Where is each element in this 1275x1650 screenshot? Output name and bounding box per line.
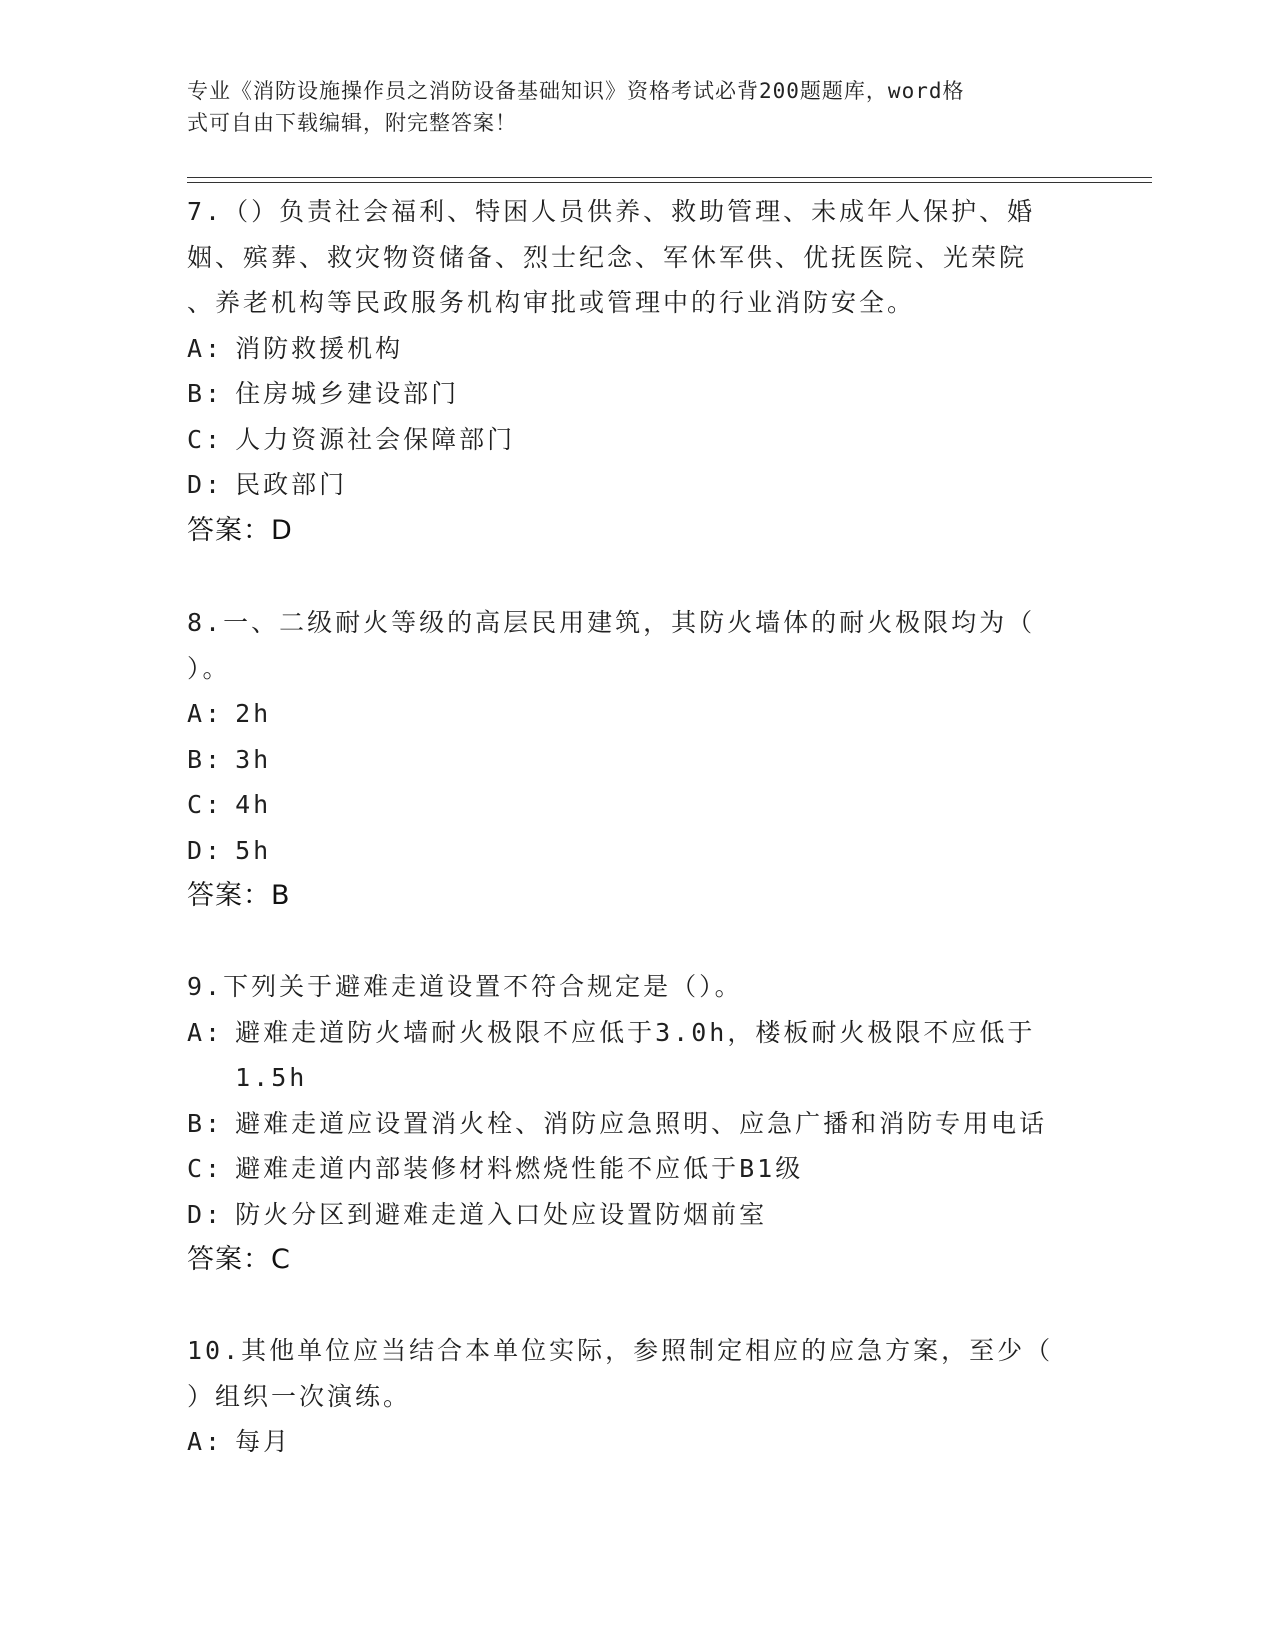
- question-line: ）。: [187, 653, 231, 683]
- question-line: 姻、殡葬、救灾物资储备、烈士纪念、军休军供、优抚医院、光荣院: [187, 242, 1028, 272]
- option-d: [187, 828, 1087, 874]
- question-block-8: [187, 600, 1087, 919]
- question-line: 8.一、二级耐火等级的高层民用建筑，其防火墙体的耐火极限均为（: [187, 608, 1036, 637]
- question-line: 、养老机构等民政服务机构审批或管理中的行业消防安全。: [187, 288, 916, 317]
- option-b: [187, 1101, 1087, 1147]
- option-letter: D:: [187, 835, 224, 865]
- option-text: 2h: [235, 699, 272, 728]
- option-d: [187, 462, 1087, 508]
- option-text: 民政部门: [235, 470, 348, 499]
- question-line: 7.（）负责社会福利、特困人员供养、救助管理、未成年人保护、婚: [187, 197, 1036, 226]
- option-text: 3h: [235, 744, 272, 774]
- header-line-2: 式可自由下载编辑，附完整答案！: [187, 111, 517, 135]
- header-divider-top: [187, 177, 1152, 178]
- document-header: [187, 75, 1067, 139]
- option-text: 4h: [235, 790, 272, 819]
- question-block-9: [187, 964, 1087, 1283]
- option-text: 防火分区到避难走道入口处应设置防烟前室: [235, 1199, 768, 1229]
- question-text: [187, 189, 1087, 326]
- option-letter: A:: [187, 1427, 224, 1456]
- option-b: [187, 371, 1087, 417]
- option-a: [187, 1010, 1087, 1101]
- option-letter: A:: [187, 699, 224, 728]
- option-a: [187, 691, 1087, 737]
- header-line-1: 专业《消防设施操作员之消防设备基础知识》资格考试必背200题题库，word格: [187, 79, 965, 103]
- option-letter: A:: [187, 333, 224, 363]
- question-text: [187, 600, 1087, 691]
- option-letter: B:: [187, 1108, 224, 1138]
- question-line: ）组织一次演练。: [187, 1381, 412, 1411]
- question-block-7: [187, 189, 1087, 553]
- option-letter: C:: [187, 790, 224, 819]
- option-text: 每月: [235, 1427, 292, 1456]
- option-text: 住房城乡建设部门: [235, 379, 460, 408]
- option-c: [187, 1146, 1087, 1192]
- option-a: [187, 326, 1087, 372]
- question-line: 9.下列关于避难走道设置不符合规定是（）。: [187, 972, 743, 1001]
- option-b: [187, 737, 1087, 783]
- question-text: [187, 1328, 1087, 1419]
- answer-label: 答案：C: [187, 1244, 291, 1275]
- option-letter: A:: [187, 1017, 224, 1047]
- answer-label: 答案：B: [187, 880, 291, 911]
- option-letter: D:: [187, 470, 224, 499]
- option-d: [187, 1192, 1087, 1238]
- option-text: 避难走道防火墙耐火极限不应低于3.0h，楼板耐火极限不应低于1.5h: [235, 1017, 1036, 1092]
- option-text: 消防救援机构: [235, 333, 404, 363]
- question-block-10: [187, 1328, 1087, 1465]
- header-divider-bottom: [187, 182, 1152, 183]
- option-text: 人力资源社会保障部门: [235, 424, 516, 454]
- option-c: [187, 417, 1087, 463]
- question-line: 10.其他单位应当结合本单位实际，参照制定相应的应急方案，至少（: [187, 1336, 1054, 1365]
- answer-label: 答案：D: [187, 514, 293, 546]
- option-text: 避难走道内部装修材料燃烧性能不应低于B1级: [235, 1154, 804, 1183]
- option-text: 避难走道应设置消火栓、消防应急照明、应急广播和消防专用电话: [235, 1108, 1048, 1138]
- option-letter: B:: [187, 744, 224, 774]
- option-letter: D:: [187, 1199, 224, 1229]
- option-letter: C:: [187, 1154, 224, 1183]
- option-text: 5h: [235, 835, 272, 865]
- option-a: [187, 1419, 1087, 1465]
- option-c: [187, 782, 1087, 828]
- question-text: [187, 964, 1087, 1010]
- option-letter: C:: [187, 424, 224, 454]
- option-letter: B:: [187, 379, 224, 408]
